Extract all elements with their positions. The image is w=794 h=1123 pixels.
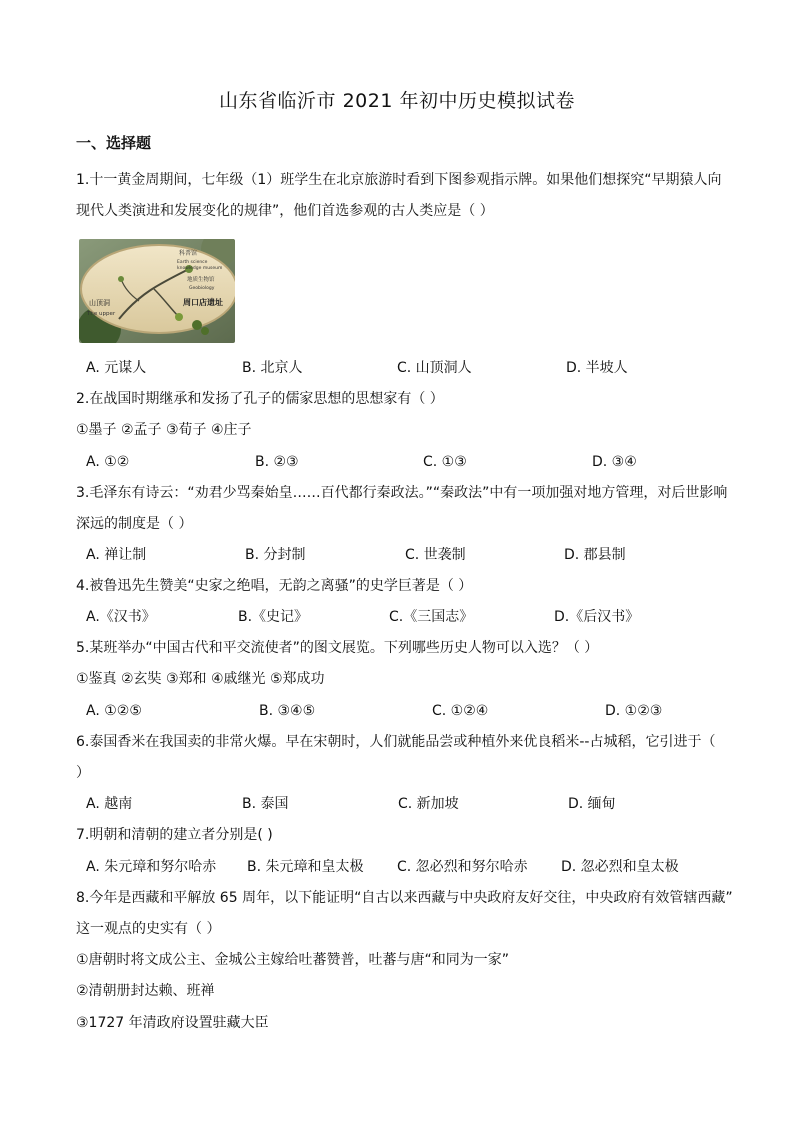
question-6-line-2: ）: [76, 765, 90, 781]
option-b[interactable]: B.《史记》: [238, 609, 309, 625]
option-c[interactable]: C. 新加坡: [398, 796, 459, 812]
option-a[interactable]: A. ①②: [86, 454, 130, 470]
question-5-line-2: ①鉴真 ②玄奘 ③郑和 ④戚继光 ⑤郑成功: [76, 671, 325, 687]
option-c[interactable]: C. 忽必烈和努尔哈赤: [397, 859, 528, 875]
option-b[interactable]: B. 朱元璋和皇太极: [247, 859, 364, 875]
option-a[interactable]: A. 禅让制: [86, 547, 147, 563]
option-d[interactable]: D. 半坡人: [566, 360, 628, 376]
sign-label-7: 山顶洞: [89, 299, 110, 307]
option-c[interactable]: C. ①②④: [432, 703, 489, 719]
sign-label-3: knowledge museum: [177, 266, 223, 271]
question-7-line-1: 7.明朝和清朝的建立者分别是( ): [76, 827, 273, 843]
museum-sign-photo: [79, 239, 235, 343]
sign-label-8: The upper: [87, 311, 116, 317]
question-3-line-2: 深远的制度是（ ）: [76, 516, 193, 532]
option-c[interactable]: C. ①③: [423, 454, 467, 470]
question-3-line-1: 3.毛泽东有诗云：“劝君少骂秦始皇……百代都行秦政法。”“秦政法”中有一项加强对地方管理，对后世影响: [76, 485, 728, 501]
question-6-line-1: 6.泰国香米在我国卖的非常火爆。早在宋朝时，人们就能品尝或种植外来优良稻米--占城稻，它引进于（: [76, 734, 716, 750]
question-4-line-1: 4.被鲁迅先生赞美“史家之绝唱，无韵之离骚”的史学巨著是（ ）: [76, 578, 473, 594]
option-d[interactable]: D.《后汉书》: [554, 609, 640, 625]
question-2-line-1: 2.在战国时期继承和发扬了孔子的儒家思想的思想家有（ ）: [76, 391, 444, 407]
question-8-item-2: ②清朝册封达赖、班禅: [76, 983, 215, 999]
sign-label-6: 周口店遗址: [183, 298, 223, 307]
option-c[interactable]: C.《三国志》: [389, 609, 474, 625]
page-title: 山东省临沂市 2021 年初中历史模拟试卷: [219, 90, 575, 112]
sign-label-5: Geobiology: [189, 286, 215, 291]
question-1-line-1: 1.十一黄金周期间，七年级（1）班学生在北京旅游时看到下图参观指示牌。如果他们想探究“早期猿人向: [76, 172, 722, 188]
option-a[interactable]: A. 朱元璋和努尔哈赤: [86, 859, 217, 875]
question-1-line-2: 现代人类演进和发展变化的规律”，他们首选参观的古人类应是（ ）: [76, 203, 494, 219]
question-8-item-1: ①唐朝时将文成公主、金城公主嫁给吐蕃赞普，吐蕃与唐“和同为一家”: [76, 952, 510, 968]
section-heading: 一、选择题: [76, 134, 152, 152]
question-8-line-1: 8.今年是西藏和平解放 65 周年，以下能证明“自古以来西藏与中央政府友好交往，中央政府有效管辖西藏”: [76, 890, 733, 906]
option-d[interactable]: D. 缅甸: [568, 796, 616, 812]
question-5-line-1: 5.某班举办“中国古代和平交流使者”的图文展览。下列哪些历史人物可以入选？（ ）: [76, 640, 599, 656]
option-c[interactable]: C. 山顶洞人: [397, 360, 472, 376]
option-c[interactable]: C. 世袭制: [405, 547, 466, 563]
question-2-line-2: ①墨子 ②孟子 ③荀子 ④庄子: [76, 422, 252, 438]
option-b[interactable]: B. 北京人: [242, 360, 303, 376]
question-8-line-2: 这一观点的史实有（ ）: [76, 921, 221, 937]
option-b[interactable]: B. 泰国: [242, 796, 289, 812]
sign-label-2: Earth science: [177, 260, 208, 265]
option-a[interactable]: A. 越南: [86, 796, 133, 812]
option-b[interactable]: B. ②③: [255, 454, 299, 470]
option-d[interactable]: D. 忽必烈和皇太极: [561, 859, 679, 875]
option-a[interactable]: A. 元谋人: [86, 360, 147, 376]
option-d[interactable]: D. ①②③: [605, 703, 663, 719]
option-b[interactable]: B. ③④⑤: [259, 703, 316, 719]
option-a[interactable]: A. ①②⑤: [86, 703, 142, 719]
option-d[interactable]: D. ③④: [592, 454, 637, 470]
sign-label-1: 科普馆: [179, 250, 198, 257]
option-d[interactable]: D. 郡县制: [564, 547, 626, 563]
question-8-item-3: ③1727 年清政府设置驻藏大臣: [76, 1015, 269, 1031]
option-b[interactable]: B. 分封制: [245, 547, 306, 563]
sign-label-4: 地质生物馆: [187, 277, 215, 283]
option-a[interactable]: A.《汉书》: [86, 609, 156, 625]
